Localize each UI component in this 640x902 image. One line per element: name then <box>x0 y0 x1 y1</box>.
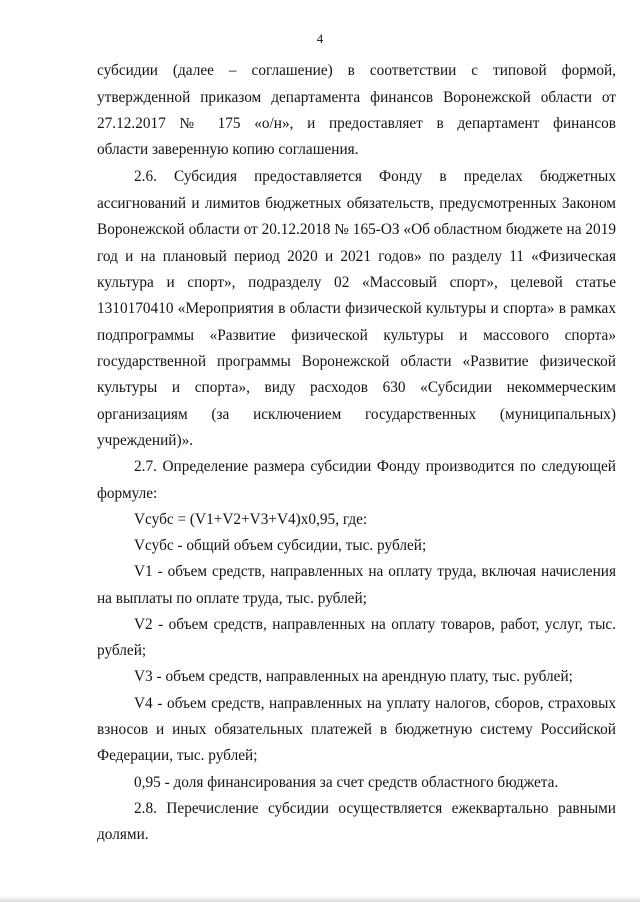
formula-definition: V2 - объем средств, направленных на оплату товаров, работ, услуг, тыс. <box>134 616 616 633</box>
formula-definition: V3 - объем средств, направленных на арендную плату, тыс. рублей; <box>134 668 573 685</box>
text-line: субсидии (далее – соглашение) в соответствии с типовой формой, <box>97 62 616 79</box>
page-number: 4 <box>316 31 324 46</box>
text-line: 1310170410 «Мероприятия в области физической культуры и спорта» в рамках <box>97 300 616 317</box>
text-line: культуры и спорта», виду расходов 630 «Субсидии некоммерческим <box>97 379 616 396</box>
paragraph-first-line: 2.7. Определение размера субсидии Фонду производится по следующей <box>134 458 616 475</box>
text-line: 27.12.2017 № 175 «о/н», и предоставляет в департамент финансов <box>97 115 616 132</box>
formula-definition: V1 - объем средств, направленных на оплату труда, включая начисления <box>134 563 616 580</box>
formula-definition: 0,95 - доля финансирования за счет средств областного бюджета. <box>134 774 559 791</box>
text-line: Федерации, тыс. рублей; <box>97 747 258 764</box>
text-line: государственной программы Воронежской области «Развитие физической <box>97 353 616 370</box>
scan-bottom-edge <box>0 896 640 902</box>
text-line: ассигнований и лимитов бюджетных обязательств, предусмотренных Законом <box>97 195 616 212</box>
text-line: год и на плановый период 2020 и 2021 годов» по разделу 11 «Физическая <box>97 248 616 265</box>
formula-definition: V4 - объем средств, направленных на уплату налогов, сборов, страховых <box>134 695 616 712</box>
text-line: области заверенную копию соглашения. <box>97 141 359 158</box>
paragraph-first-line: 2.8. Перечисление субсидии осуществляется ежеквартально равными <box>134 800 616 817</box>
paragraph-first-line: 2.6. Субсидия предоставляется Фонду в пределах бюджетных <box>134 168 616 185</box>
text-line: Воронежской области от 20.12.2018 № 165-ОЗ «Об областном бюджете на 2019 <box>97 221 616 238</box>
text-line: на выплаты по оплате труда, тыс. рублей; <box>97 590 367 607</box>
text-line: подпрограммы «Развитие физической культуры и массового спорта» <box>97 327 616 344</box>
text-line: утвержденной приказом департамента финансов Воронежской области от <box>97 89 616 106</box>
text-line: долями. <box>97 826 149 843</box>
text-line: взносов и иных обязательных платежей в бюджетную систему Российской <box>97 721 616 738</box>
text-line: учреждений)». <box>97 432 194 449</box>
text-line: формуле: <box>97 485 158 502</box>
formula-definition: Vсубс - общий объем субсидии, тыс. рублей; <box>134 537 427 554</box>
text-line: рублей; <box>97 642 147 659</box>
text-line: организациям (за исключением государственных (муниципальных) <box>97 406 616 423</box>
formula-line: Vсубс = (V1+V2+V3+V4)х0,95, где: <box>134 511 368 528</box>
text-line: культура и спорт», подразделу 02 «Массовый спорт», целевой статье <box>97 274 616 291</box>
